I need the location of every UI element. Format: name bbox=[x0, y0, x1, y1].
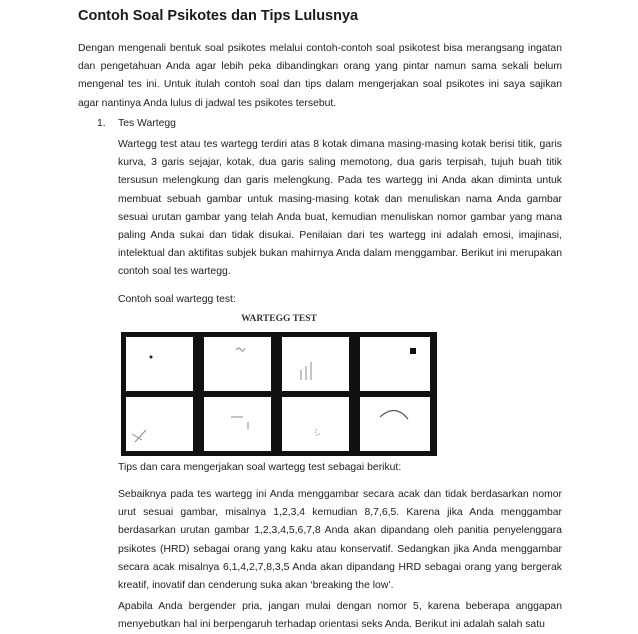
figure-title: WARTEGG TEST bbox=[241, 314, 317, 324]
intro-paragraph: Dengan mengenali bentuk soal psikotes melalui contoh-contoh soal psikotest bisa merangsang ingatan dan pengetahuan Anda agar lebih peka dibandingkan orang yang pintar namun sama sekali belum mengenal tes ini. Untuk itulah contoh soal dan tips dalam mengerjakan soal psikotes ini saya sajikan agar nantinya Anda lulus di jadwal tes psikotes tersebut. bbox=[78, 43, 562, 109]
tips-heading: Tips dan cara mengerjakan soal wartegg test sebagai berikut: bbox=[118, 462, 402, 473]
list-number: 1. bbox=[97, 118, 106, 129]
tips-paragraph: Sebaiknya pada tes wartegg ini Anda menggambar secara acak dan tidak berdasarkan nomor urut sesuai gambar, misalnya 1,2,3,4 kemudian 8,7,6,5. Karena jika Anda menggambar berdasarkan urutan gambar 1,2,3,4,5,6,7,8 Anda akan dipandang oleh panitia penyelenggara psikotes (HRD) sebagai orang yang kaku atau konservatif. Sedangkan jika Anda menggambar secara acak misalnya 6,1,4,2,7,8,3,5 Anda akan dipandang HRD sebagai orang yang bergerak kreatif, inovatif dan cenderung suka akan ‘breaking the low’. bbox=[118, 489, 562, 592]
figure-caption: Contoh soal wartegg test: bbox=[118, 294, 236, 305]
wartegg-illustration bbox=[118, 312, 440, 458]
closing-paragraph: Apabila Anda bergender pria, jangan mulai dengan nomor 5, karena beberapa anggapan menyebutkan hal ini berpengaruh terhadap orientasi seks Anda. Berikut ini adalah salah satu bbox=[118, 601, 562, 631]
wartegg-figure bbox=[118, 312, 440, 458]
page-title: Contoh Soal Psikotes dan Tips Lulusnya bbox=[78, 8, 359, 24]
list-item-title: Tes Wartegg bbox=[118, 118, 176, 129]
list-item-body: Wartegg test atau tes wartegg terdiri atas 8 kotak dimana masing-masing kotak berisi titik, garis kurva, 3 garis sejajar, kotak, dua garis saling memotong, dua garis terpisah, tujuh buah titik tersusun melengkung dan garis melengkung. Pada tes wartegg ini Anda akan diminta untuk membuat sebuah gambar untuk masing-masing kotak dan menuliskan nama Anda gambar sesuai urutan gambar yang telah Anda buat, kemudian menuliskan nomor gambar yang mana paling Anda sukai dan tidak disukai. Penilaian dari tes wartegg ini adalah emosi, imajinasi, intelektual dan aktifitas subjek bukan mahirnya Anda dalam menggambar. Berikut ini merupakan contoh soal tes wartegg. bbox=[118, 139, 562, 278]
